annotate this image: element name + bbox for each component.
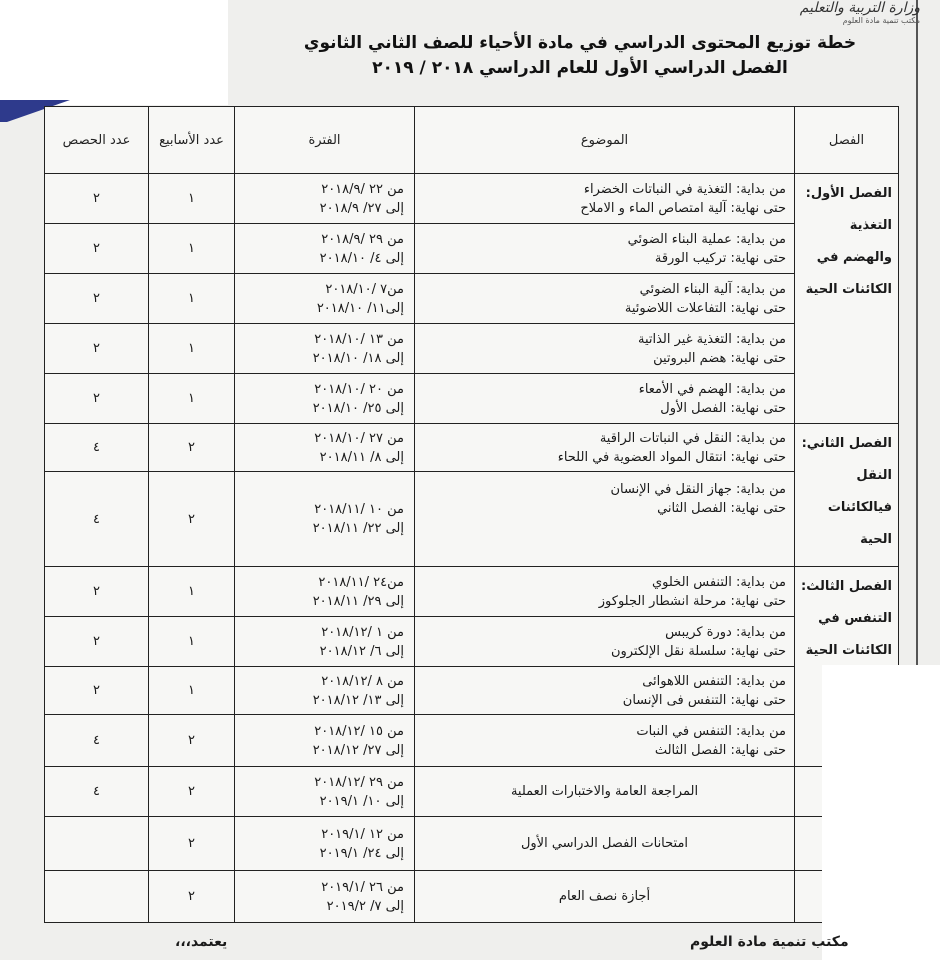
topic-to: حتى نهاية: انتقال المواد العضوية في اللحاء [557,449,786,465]
table-row [45,424,899,472]
topic-from: من بداية: التغذية في النباتات الخضراء [583,181,786,197]
sessions-cell: ٢ [45,667,149,715]
period-to: إلى ٧/ ٢٠١٩/٢ [326,898,404,914]
period-cell [235,817,415,871]
sessions-cell: ٢ [45,374,149,424]
period-from: من ١ /٢٠١٨/١٢ [321,624,404,640]
topic-from: من بداية: التغذية غير الذاتية [637,331,786,347]
period-cell [235,324,415,374]
sessions-cell: ٢ [45,567,149,617]
period-from: من ١٠ /٢٠١٨/١١ [314,502,404,517]
period-from: من ١٢ /٢٠١٩/١ [321,826,404,842]
ministry-logo [790,0,920,30]
table-row [45,374,899,424]
table-row [45,667,899,715]
topic-cell [415,617,795,667]
header-chapter: الفصل [795,107,899,174]
period-to: إلى ٢٩/ ٢٠١٨/١١ [312,593,404,609]
topic-cell: أجازة نصف العام [415,871,795,923]
topic-from: من بداية: جهاز النقل في الإنسان [610,482,786,497]
period-from: من ٢٩ /٢٠١٨/١٢ [314,774,404,790]
sessions-cell: ٢ [45,274,149,324]
period-to: إلى ٢٥/ ٢٠١٨/١٠ [312,400,404,416]
period-from: من ٢٧ /٢٠١٨/١٠ [314,430,404,446]
table-row [45,567,899,617]
period-to: إلى ٢٤/ ٢٠١٩/١ [319,845,404,861]
topic-to: حتى نهاية: سلسلة نقل الإلكترون [610,643,786,659]
header-period: الفترة [235,107,415,174]
weeks-cell: ٢ [149,715,235,767]
period-from: من ٢٦ /٢٠١٩/١ [321,879,404,895]
weeks-cell: ٢ [149,871,235,923]
sessions-cell: ٢ [45,174,149,224]
sessions-cell: ٤ [45,715,149,767]
period-to: إلى ٤/ ٢٠١٨/١٠ [319,250,404,266]
weeks-cell: ٢ [149,472,235,567]
topic-cell [415,567,795,617]
topic-cell: المراجعة العامة والاختبارات العملية [415,767,795,817]
topic-cell [415,472,795,567]
period-to: إلى١١/ ٢٠١٨/١٠ [316,300,404,316]
topic-from: من بداية: التنفس الخلوي [651,574,786,590]
topic-cell [415,715,795,767]
weeks-cell: ١ [149,374,235,424]
period-from: من٢٤ /٢٠١٨/١١ [318,574,404,590]
period-cell [235,871,415,923]
sessions-cell: ٢ [45,324,149,374]
topic-cell [415,324,795,374]
topic-cell [415,174,795,224]
table-row [45,871,899,923]
period-cell [235,274,415,324]
period-to: إلى ٢٧/ ٢٠١٨/٩ [319,200,404,216]
header-weeks: عدد الأسابيع [149,107,235,174]
table-row [45,817,899,871]
logo-line2: مكتب تنمية مادة العلوم [842,16,920,25]
period-from: من ١٥ /٢٠١٨/١٢ [314,723,404,739]
period-from: من ٢٢ /٢٠١٨/٩ [321,181,404,197]
logo-line1: وزارة التربية والتعليم [799,0,920,16]
period-cell [235,174,415,224]
table-row [45,324,899,374]
topic-to: حتى نهاية: الفصل الثاني [657,501,786,516]
topic-from: من بداية: التنفس في النبات [636,723,786,739]
period-to: إلى ١٣/ ٢٠١٨/١٢ [312,692,404,708]
table-row [45,174,899,224]
topic-from: من بداية: التنفس اللاهوائى [642,673,786,689]
weeks-cell: ١ [149,224,235,274]
period-to: إلى ٢٢/ ٢٠١٨/١١ [312,521,404,536]
period-cell [235,567,415,617]
period-from: من ٢٩ /٢٠١٨/٩ [321,231,404,247]
topic-from: من بداية: النقل في النباتات الراقية [599,430,786,446]
sessions-cell: ٤ [45,424,149,472]
sessions-cell [45,871,149,923]
period-cell [235,617,415,667]
weeks-cell: ٢ [149,424,235,472]
weeks-cell: ١ [149,667,235,715]
header-topic: الموضوع [415,107,795,174]
topic-from: من بداية: آلية البناء الضوئي [639,281,786,297]
weeks-cell: ١ [149,617,235,667]
period-cell [235,767,415,817]
document-title: خطة توزيع المحتوى الدراسي في مادة الأحياء للصف الثاني الثانوي [303,33,857,53]
sessions-cell: ٢ [45,617,149,667]
weeks-cell: ٢ [149,767,235,817]
table-row [45,224,899,274]
topic-from: من بداية: دورة كريبس [665,624,786,640]
weeks-cell: ٢ [149,817,235,871]
period-to: إلى ٦/ ٢٠١٨/١٢ [319,643,404,659]
table-row [45,274,899,324]
weeks-cell: ١ [149,324,235,374]
period-cell [235,715,415,767]
period-to: إلى ٢٧/ ٢٠١٨/١٢ [312,742,404,758]
table-row [45,715,899,767]
chapter-2-cell: الفصل الثاني: النقل فيالكائنات الحية [795,424,899,567]
footer-approval: يعتمد،،، [175,934,228,950]
topic-from: من بداية: عملية البناء الضوئي [627,231,786,247]
period-from: من ٢٠ /٢٠١٨/١٠ [314,381,404,397]
table-row [45,472,899,567]
period-to: إلى ١٠/ ٢٠١٩/١ [319,793,404,809]
topic-to: حتى نهاية: هضم البروتين [653,350,786,366]
topic-cell: امتحانات الفصل الدراسي الأول [415,817,795,871]
footer-office: مكتب تنمية مادة العلوم [690,934,849,950]
topic-cell [415,667,795,715]
topic-to: حتى نهاية: الفصل الأول [660,400,786,416]
document-subtitle: الفصل الدراسي الأول للعام الدراسي ٢٠١٨ / ٢٠١٩ [372,58,788,78]
header-sessions: عدد الحصص [45,107,149,174]
chapter-3-cell: الفصل الثالث: التنفس في الكائنات الحية [795,567,899,767]
weeks-cell: ١ [149,174,235,224]
sessions-cell [45,817,149,871]
topic-to: حتى نهاية: الفصل الثالث [654,742,786,758]
topic-cell [415,374,795,424]
period-cell [235,667,415,715]
sessions-cell: ٢ [45,224,149,274]
period-from: من ٨ /٢٠١٨/١٢ [321,673,404,689]
weeks-cell: ١ [149,567,235,617]
sessions-cell: ٤ [45,472,149,567]
curriculum-plan-table [44,106,899,923]
topic-to: حتى نهاية: التنفس فى الإنسان [622,692,786,708]
chapter-1-cell: الفصل الأول: التغذية والهضم في الكائنات الحية [795,174,899,424]
blank-margin [0,0,228,105]
table-row [45,617,899,667]
topic-from: من بداية: الهضم في الأمعاء [638,381,786,397]
period-cell [235,224,415,274]
period-cell [235,472,415,567]
table-header-row [45,107,899,174]
topic-to: حتى نهاية: مرحلة انشطار الجلوكوز [598,593,786,609]
period-to: إلى ٨/ ٢٠١٨/١١ [319,449,404,465]
topic-cell [415,424,795,472]
topic-to: حتى نهاية: التفاعلات اللاضوئية [624,300,786,316]
topic-cell [415,224,795,274]
period-to: إلى ١٨/ ٢٠١٨/١٠ [312,350,404,366]
period-from: من ١٣ /٢٠١٨/١٠ [314,331,404,347]
table-row [45,767,899,817]
period-from: من٧ /٢٠١٨/١٠ [325,281,404,297]
topic-to: حتى نهاية: آلية امتصاص الماء و الاملاح [580,200,786,216]
period-cell [235,424,415,472]
topic-cell [415,274,795,324]
topic-to: حتى نهاية: تركيب الورقة [654,250,786,266]
weeks-cell: ١ [149,274,235,324]
sessions-cell: ٤ [45,767,149,817]
scan-blank-corner [822,665,940,960]
period-cell [235,374,415,424]
